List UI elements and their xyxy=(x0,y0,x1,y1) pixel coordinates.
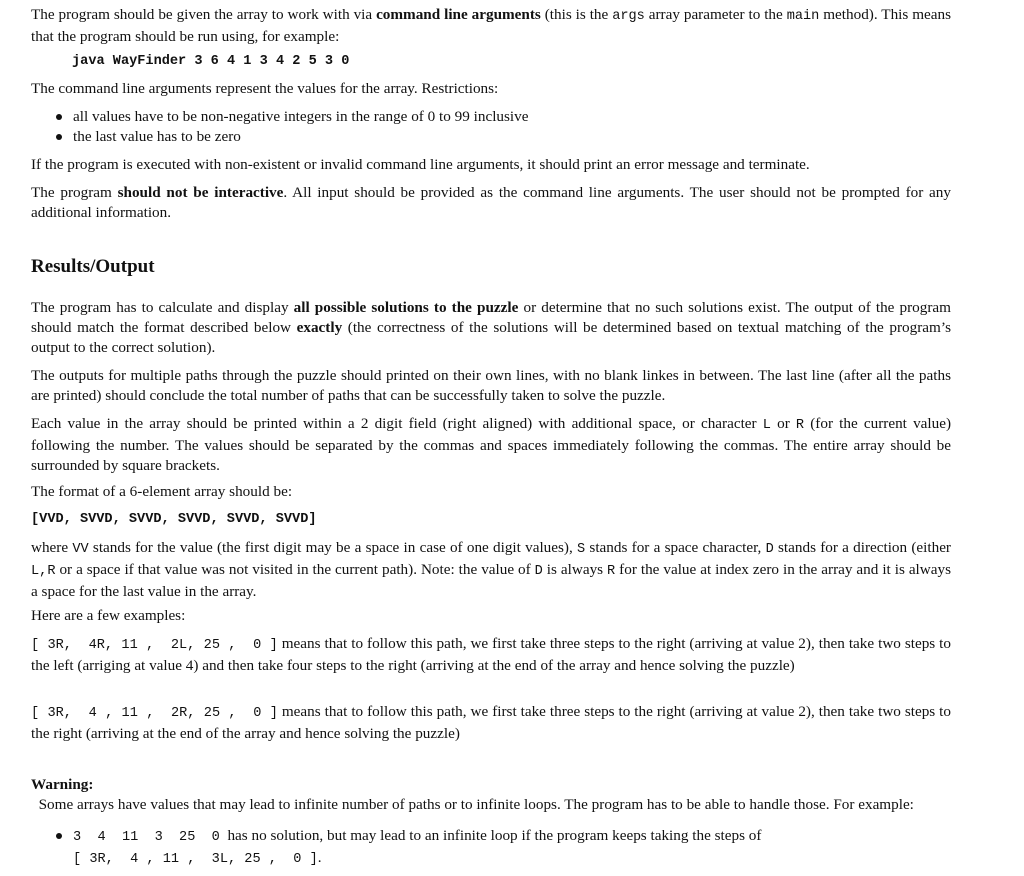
text: or determine that no such solutions exist. The output of the program should match the format described below xyxy=(31,299,951,336)
example-1 xyxy=(31,634,951,676)
text: where xyxy=(31,539,73,556)
text: stands for a direction (either xyxy=(773,539,951,556)
text: The program xyxy=(31,184,118,201)
bold-text: all possible solutions to the puzzle xyxy=(293,299,519,316)
list-item: the last value has to be zero xyxy=(56,127,951,147)
examples-intro: Here are a few examples: xyxy=(31,607,186,624)
text: is always xyxy=(542,561,608,578)
results-paragraph xyxy=(31,298,951,358)
warning-array: 3 4 11 3 25 0 xyxy=(73,830,220,845)
multiple-paths-paragraph: The outputs for multiple paths through the puzzle should printed on their own lines, with no blank linkes in between. The last line (after all the paths are printed) should conclude the total number of paths that can be successfully taken to solve the puzzle. xyxy=(31,367,951,404)
code-s: S xyxy=(577,542,586,557)
text: (the correctness of the solutions will be determined based on textual matching of the program’s output to the correct solution). xyxy=(31,319,951,356)
text: The program has to calculate and display xyxy=(31,299,294,316)
text: stands for a space character, xyxy=(585,539,766,556)
text: stands for the value (the first digit may be a space in case of one digit values), xyxy=(88,539,578,556)
format-intro: The format of a 6-element array should be: xyxy=(31,483,293,500)
text: or a space if that value was not visited in the current path). Note: the value of xyxy=(55,561,535,578)
command-example: java WayFinder 3 6 4 1 3 4 2 5 3 0 xyxy=(72,54,350,69)
restrictions-intro: The command line arguments represent the values for the array. Restrictions: xyxy=(31,80,499,97)
code-d: D xyxy=(534,564,543,579)
warning-label: Warning: xyxy=(31,776,94,793)
format-explanation xyxy=(31,538,951,602)
period: . xyxy=(317,849,322,866)
warning-text: Some arrays have values that may lead to infinite number of paths or to infinite loops. The program has to be able to handle those. For example: xyxy=(31,796,914,813)
section-heading: Results/Output xyxy=(31,256,155,277)
code-l: L xyxy=(762,418,771,433)
bold-text: exactly xyxy=(296,319,343,336)
text: Each value in the array should be printed within a 2 digit field (right aligned) with additional space, or character xyxy=(31,415,763,432)
example-2 xyxy=(31,702,951,744)
text: . All input should be provided as the command line arguments. The user should not be prompted for any additional information. xyxy=(31,184,951,221)
invalid-args-paragraph: If the program is executed with non-existent or invalid command line arguments, it should print an error message and terminate. xyxy=(31,156,810,173)
code-r: R xyxy=(795,418,805,433)
warning-paragraph xyxy=(31,775,951,815)
value-format-paragraph xyxy=(31,414,951,476)
warning-example-text: has no solution, but may lead to an infinite loop if the program keeps taking the steps of xyxy=(219,827,762,844)
code-lr: L,R xyxy=(31,564,56,579)
restrictions-list xyxy=(56,107,951,147)
example-1-text: means that to follow this path, we first take three steps to the right (arriving at value 2), then take two steps to the left (arriging at value 4) and then take four steps to the right (arriving at the end of the array and hence solving the puzzle) xyxy=(31,635,951,674)
text: method). This means that the program should be run using, for example: xyxy=(31,6,952,45)
example-2-code: [ 3R, 4 , 11 , 2R, 25 , 0 ] xyxy=(31,706,278,721)
bold-text: command line arguments xyxy=(376,6,541,23)
example-2-text: means that to follow this path, we first take three steps to the right (arriving at value 2), then take two steps to the right (arriving at the end of the array and hence solving the puzzle) xyxy=(31,703,951,742)
list-item xyxy=(56,826,951,866)
format-code: [VVD, SVVD, SVVD, SVVD, SVVD, SVVD] xyxy=(31,512,317,527)
text: for the value at index zero in the array and it is always a space for the last value in the array. xyxy=(31,561,951,600)
list-item: all values have to be non-negative integers in the range of 0 to 99 inclusive xyxy=(56,107,951,127)
code-args: args xyxy=(612,9,645,24)
bold-text: should not be interactive xyxy=(117,184,284,201)
text: array parameter to the xyxy=(644,6,787,23)
example-1-code: [ 3R, 4R, 11 , 2L, 25 , 0 ] xyxy=(31,638,278,653)
warning-examples-list xyxy=(56,826,951,866)
code-vv: VV xyxy=(72,542,89,557)
intro-paragraph xyxy=(31,5,951,47)
text: (this is the xyxy=(540,6,613,23)
text: (for the current value) following the number. The values should be separated by the commas and spaces immediately following the commas. The entire array should be surrounded by square brackets. xyxy=(31,415,952,474)
text: or xyxy=(770,415,796,432)
code-main: main xyxy=(786,9,820,24)
code-d: D xyxy=(765,542,774,557)
text: The program should be given the array to work with via xyxy=(31,6,377,23)
non-interactive-paragraph xyxy=(31,183,951,223)
warning-example-code: [ 3R, 4 , 11 , 3L, 25 , 0 ] xyxy=(73,852,318,867)
code-r: R xyxy=(607,564,616,579)
